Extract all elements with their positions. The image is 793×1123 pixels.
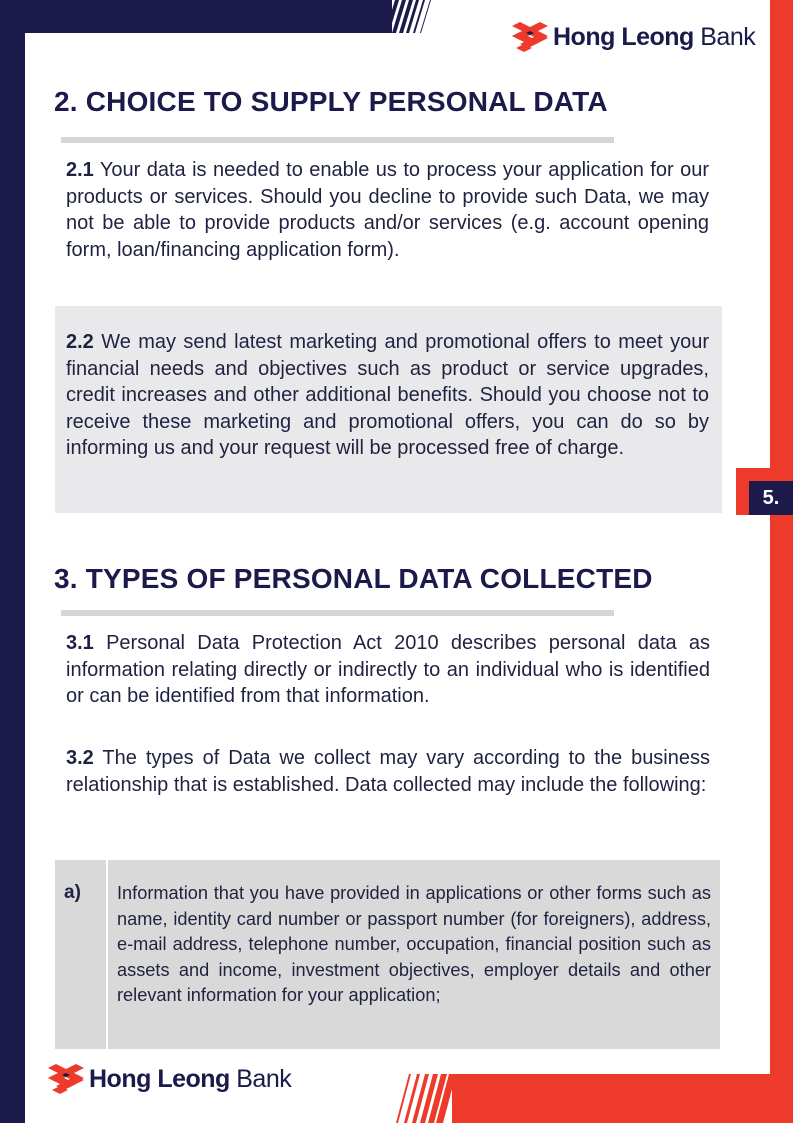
paragraph-2-1-number: 2.1 xyxy=(66,159,94,181)
section-2-underline xyxy=(61,137,614,143)
left-navy-border xyxy=(0,0,25,1123)
right-red-border xyxy=(770,0,793,1123)
page-number: 5. xyxy=(749,481,793,515)
paragraph-3-2 xyxy=(66,745,710,798)
paragraph-2-1-text: Your data is needed to enable us to process your application for our products or services. Should you decline to provide such Data, we may not be able to provide products and/or services (e.g. account opening form, loan/financing application form). xyxy=(66,159,709,261)
list-column-divider xyxy=(106,860,108,1049)
footer-brand-name-regular: Bank xyxy=(229,1064,292,1093)
section-3-underline xyxy=(61,610,614,616)
paragraph-2-2-text: We may send latest marketing and promotional offers to meet your financial needs and objectives such as product or service upgrades, credit increases and other additional benefits. Should you choose not to receive these marketing and promotional offers, you can do so by informing us and your request will be processed free of charge. xyxy=(66,331,709,460)
paragraph-2-2-number: 2.2 xyxy=(66,331,94,353)
paragraph-3-1 xyxy=(66,630,710,710)
top-navy-band xyxy=(0,0,392,33)
footer-brand-name-bold: Hong Leong xyxy=(89,1064,230,1093)
page-number-tab xyxy=(736,468,793,515)
paragraph-2-2 xyxy=(66,329,709,462)
paragraph-3-1-number: 3.1 xyxy=(66,632,94,654)
list-item-text: Information that you have provided in applications or other forms such as name, identity card number or passport number (for foreigners), address, e-mail address, telephone number, occupation, financial position such as assets and income, investment objectives, employer details and other relevant information for your application; xyxy=(117,883,711,1006)
hong-leong-bank-footer-logo xyxy=(48,1064,291,1094)
paragraph-3-2-number: 3.2 xyxy=(66,747,94,769)
section-3-heading: 3. TYPES OF PERSONAL DATA COLLECTED xyxy=(54,563,653,594)
section-2-heading: 2. CHOICE TO SUPPLY PERSONAL DATA xyxy=(54,86,608,117)
paragraph-2-1 xyxy=(66,157,709,263)
bottom-red-band xyxy=(452,1074,793,1123)
hong-leong-bank-logo xyxy=(512,22,755,52)
paragraph-3-1-text: Personal Data Protection Act 2010 describes personal data as information relating directly or indirectly to an individual who is identified or can be identified from that information. xyxy=(66,632,710,708)
brand-name-bold: Hong Leong xyxy=(553,22,694,51)
hong-leong-logo-mark-icon xyxy=(512,22,548,52)
bottom-stripes-decoration xyxy=(396,1074,466,1123)
paragraph-3-2-text: The types of Data we collect may vary according to the business relationship that is established. Data collected may include the following: xyxy=(66,747,710,796)
top-stripes-decoration xyxy=(366,0,436,33)
list-item-letter: a) xyxy=(64,882,81,903)
brand-name-regular: Bank xyxy=(693,22,756,51)
hong-leong-logo-mark-icon xyxy=(48,1064,84,1094)
